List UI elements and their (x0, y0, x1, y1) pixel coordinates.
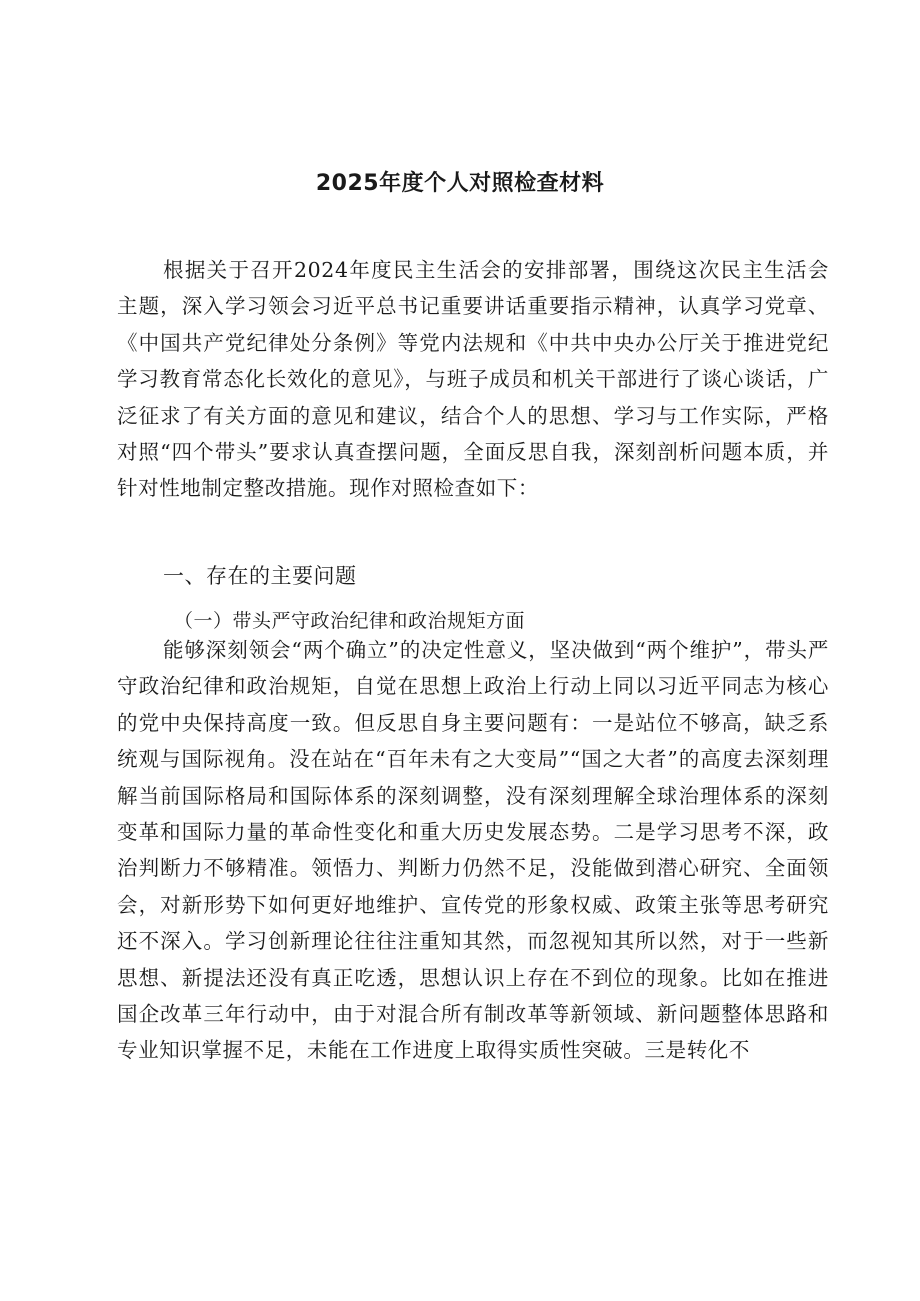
political-discipline-paragraph: 能够深刻领会“两个确立”的决定性意义，坚决做到“两个维护”，带头严守政治纪律和政治规矩，自觉在思想上政治上行动上同以习近平同志为核心的党中央保持高度一致。但反思自身主要问题有：一是站位不够高，缺乏系统观与国际视角。没在站在“百年未有之大变局”“国之大者”的高度去深刻理解当前国际格局和国际体系的深刻调整，没有深刻理解全球治理体系的深刻变革和国际力量的革命性变化和重大历史发展态势。二是学习思考不深，政治判断力不够精准。领悟力、判断力仍然不足，没能做到潜心研究、全面领会，对新形势下如何更好地维护、宣传党的形象权威、政策主张等思考研究还不深入。学习创新理论往往注重知其然，而忽视知其所以然，对于一些新思想、新提法还没有真正吃透，思想认识上存在不到位的现象。比如在推进国企改革三年行动中，由于对混合所有制改革等新领域、新问题整体思路和专业知识掌握不足，未能在工作进度上取得实质性突破。三是转化不 (117, 638, 829, 1063)
section-heading-problems: 一、存在的主要问题 (163, 564, 357, 588)
subsection-heading-political-discipline: （一）带头严守政治纪律和政治规矩方面 (174, 610, 526, 632)
document-title: 2025年度个人对照检查材料 (315, 171, 605, 196)
intro-paragraph: 根据关于召开2024年度民主生活会的安排部署，围绕这次民主生活会主题，深入学习领会习近平总书记重要讲话重要指示精神，认真学习党章、《中国共产党纪律处分条例》等党内法规和《中共中央办公厅关于推进党纪学习教育常态化长效化的意见》，与班子成员和机关干部进行了谈心谈话，广泛征求了有关方面的意见和建议，结合个人的思想、学习与工作实际，严格对照“四个带头”要求认真查摆问题，全面反思自我，深刻剖析问题本质，并针对性地制定整改措施。现作对照检查如下： (117, 258, 829, 501)
